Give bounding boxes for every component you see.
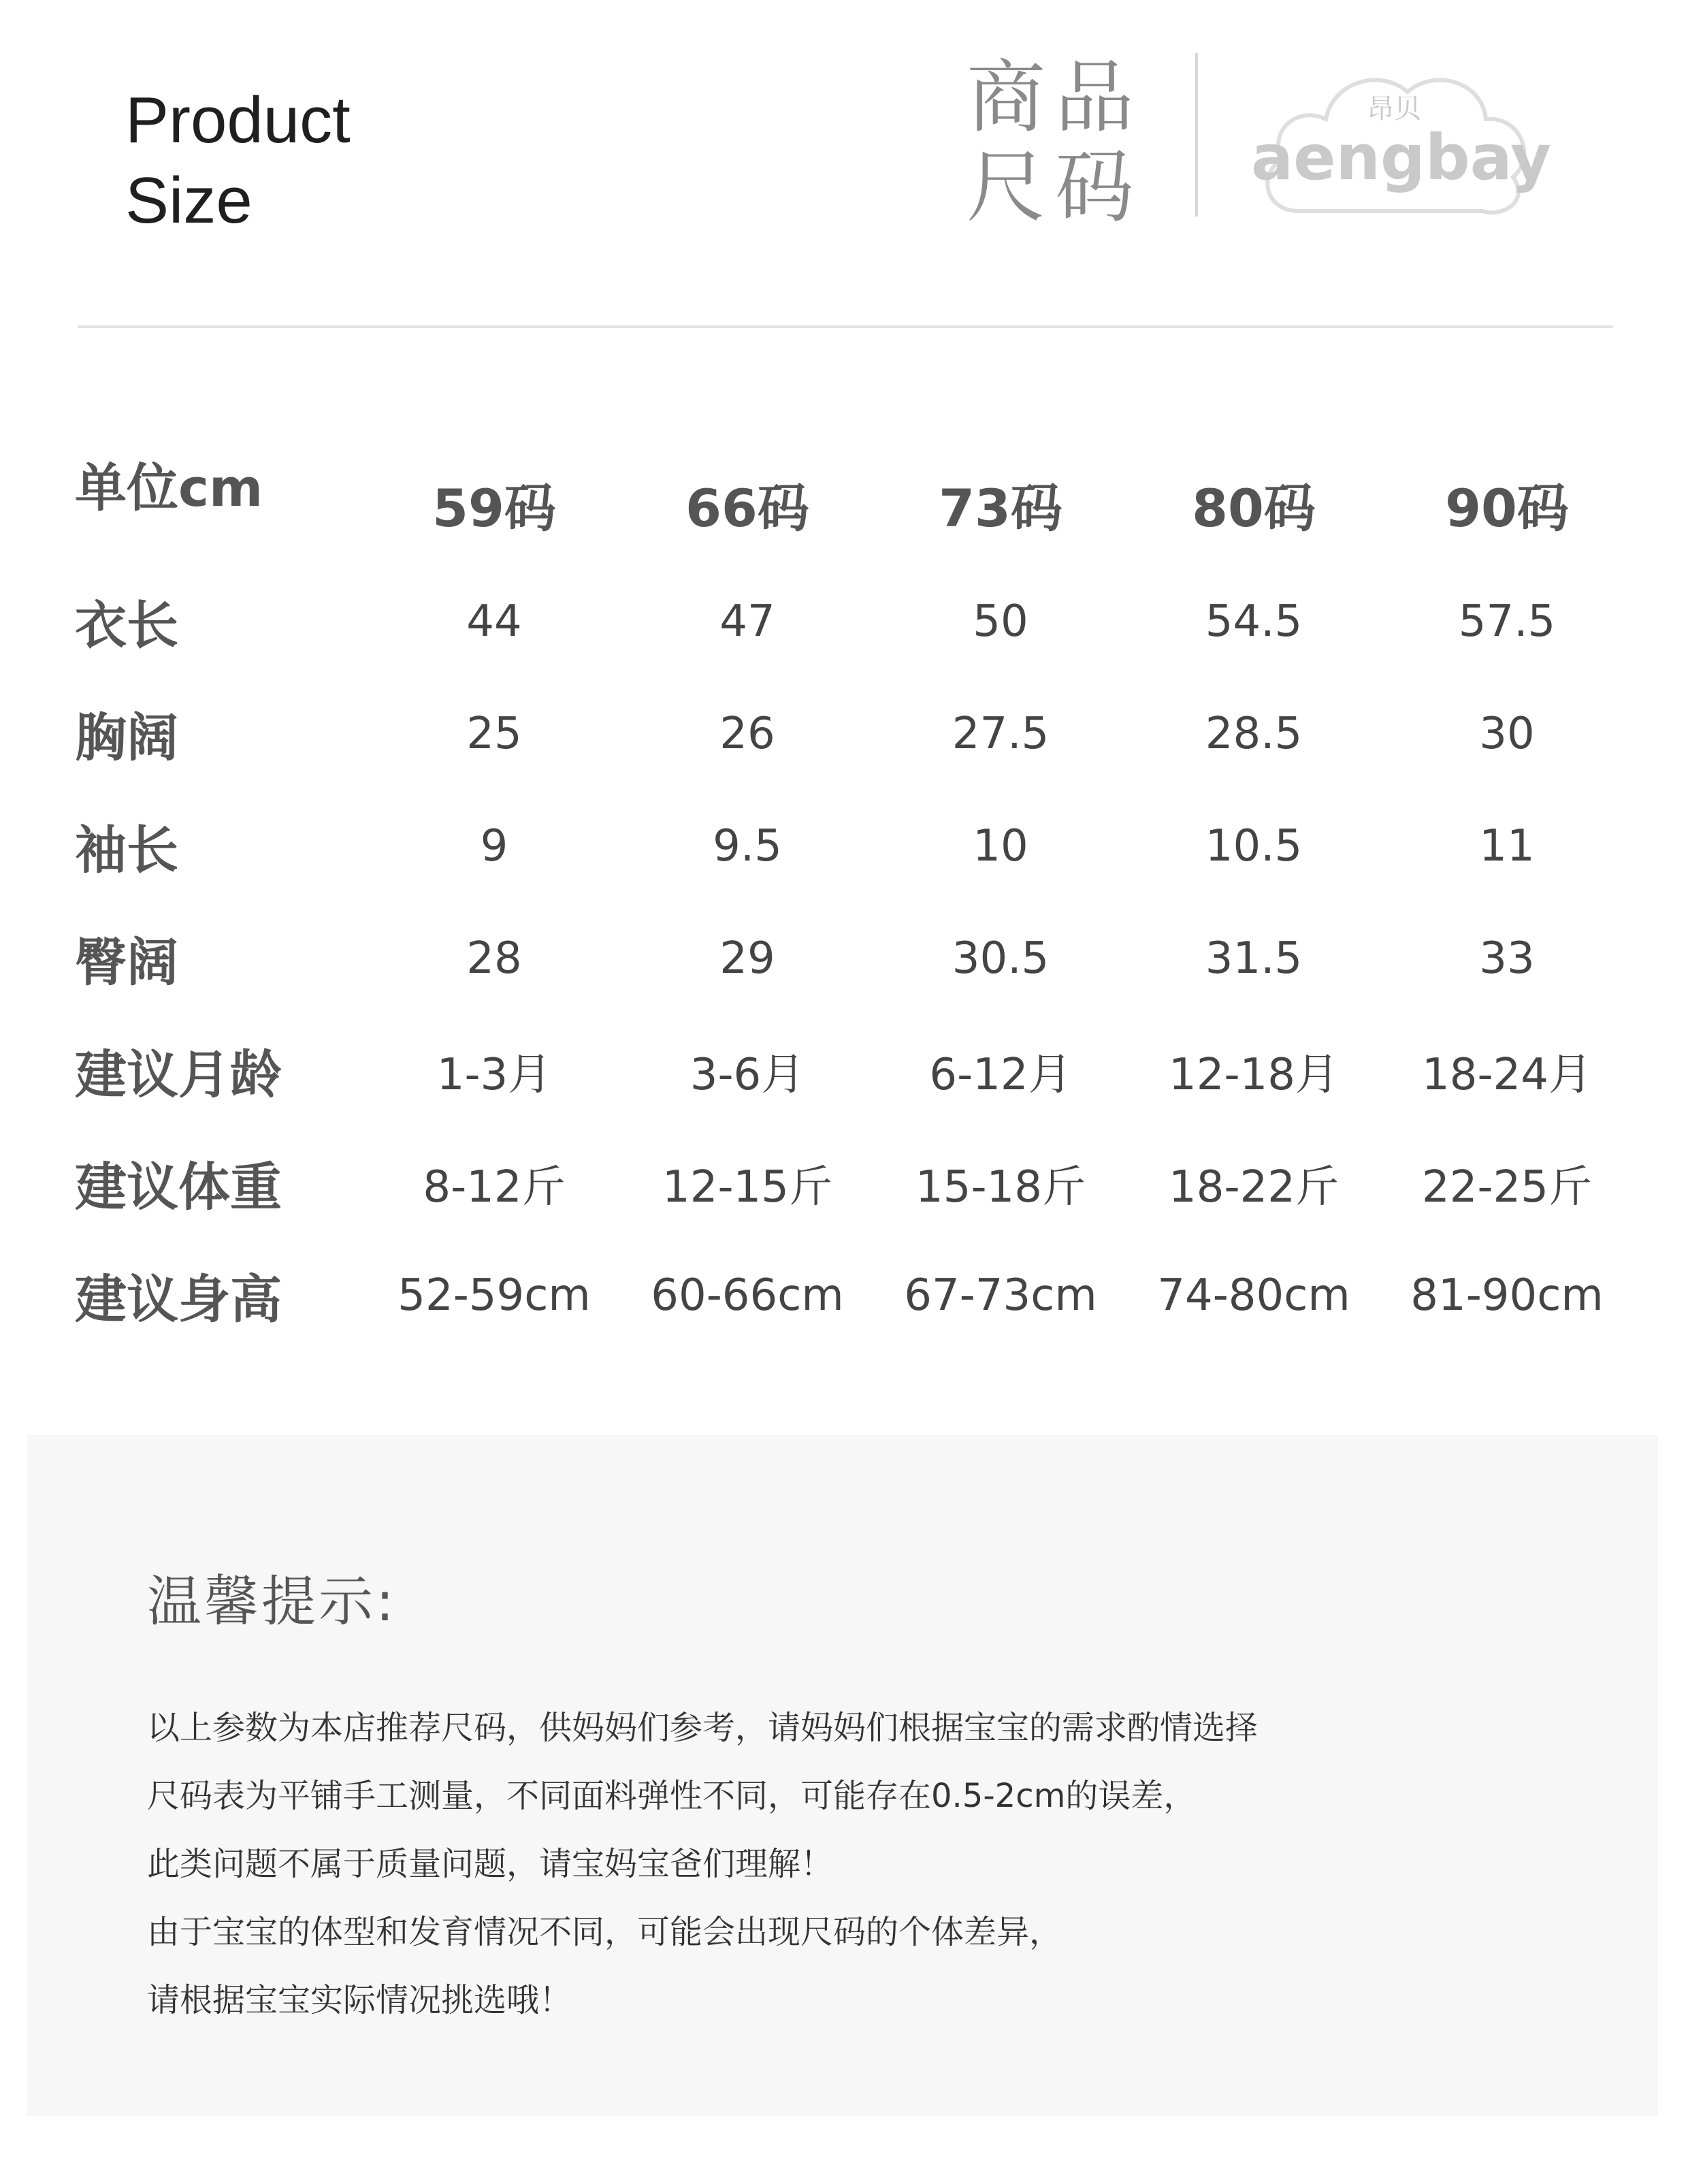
table-cell: 28.5 — [1205, 708, 1303, 759]
table-cell: 81-90cm — [1410, 1270, 1604, 1321]
row-label: 衣长 — [75, 595, 178, 656]
table-cell: 27.5 — [952, 708, 1050, 759]
table-cell: 18-24月 — [1422, 1049, 1592, 1100]
table-cell: 3-6月 — [689, 1049, 805, 1100]
table-cell: 29 — [719, 933, 775, 984]
row-label: 袖长 — [75, 820, 178, 880]
table-cell: 54.5 — [1205, 596, 1303, 647]
tips-line: 由于宝宝的体型和发育情况不同，可能会出现尺码的个体差异， — [147, 1913, 1062, 1951]
table-cell: 30 — [1479, 708, 1535, 759]
table-cell: 47 — [719, 596, 775, 647]
tips-panel — [27, 1435, 1658, 2116]
row-label: 建议体重 — [75, 1157, 282, 1217]
column-header: 73码 — [939, 477, 1062, 539]
column-header: 66码 — [685, 477, 809, 539]
table-row — [75, 677, 1634, 790]
table-cell: 30.5 — [952, 933, 1050, 984]
table-cell: 9 — [480, 820, 508, 871]
table-cell: 57.5 — [1458, 596, 1556, 647]
header-rule — [78, 325, 1613, 328]
row-label: 建议身高 — [75, 1269, 282, 1330]
table-row — [75, 565, 1634, 677]
table-cell: 11 — [1479, 820, 1535, 871]
tips-line: 此类问题不属于质量问题，请宝妈宝爸们理解！ — [147, 1845, 834, 1883]
table-cell: 9.5 — [713, 820, 782, 871]
table-cell: 22-25斤 — [1422, 1161, 1592, 1213]
table-cell: 15-18斤 — [915, 1161, 1086, 1213]
tips-title: 温馨提示: — [147, 1570, 397, 1633]
table-cell: 18-22斤 — [1169, 1161, 1339, 1213]
page-title-cn — [967, 53, 1143, 233]
table-cell: 67-73cm — [904, 1270, 1097, 1321]
table-cell: 6-12月 — [929, 1049, 1072, 1100]
table-cell: 8-12斤 — [423, 1161, 566, 1213]
table-cell: 10.5 — [1205, 820, 1303, 871]
table-header-row — [75, 422, 1634, 565]
column-header: 90码 — [1445, 477, 1569, 539]
table-cell: 28 — [466, 933, 522, 984]
table-cell: 60-66cm — [651, 1270, 844, 1321]
tips-line: 尺码表为平铺手工测量，不同面料弹性不同，可能存在0.5-2cm的误差， — [147, 1777, 1197, 1815]
table-cell: 31.5 — [1205, 933, 1303, 984]
table-cell: 52-59cm — [397, 1270, 591, 1321]
logo-text-cn: 昂贝 — [1367, 93, 1421, 125]
title-en-line1: Product — [125, 84, 351, 157]
table-row — [75, 1014, 1634, 1127]
row-label: 臀阔 — [75, 932, 178, 993]
tips-line: 请根据宝宝实际情况挑选哦！ — [147, 1981, 572, 2019]
table-cell: 25 — [466, 708, 522, 759]
column-header: 59码 — [432, 477, 556, 539]
title-en-line2: Size — [125, 164, 253, 237]
brand-logo — [1251, 54, 1551, 238]
table-cell: 50 — [973, 596, 1028, 647]
table-row — [75, 902, 1634, 1014]
row-label: 胸阔 — [75, 707, 178, 768]
column-header: 80码 — [1192, 477, 1316, 539]
title-cn-line1: 商品 — [967, 52, 1143, 144]
tips-line: 以上参数为本店推荐尺码，供妈妈们参考，请妈妈们根据宝宝的需求酌情选择 — [147, 1709, 1259, 1747]
row-label: 建议月龄 — [75, 1044, 282, 1105]
table-row — [75, 1127, 1634, 1239]
table-cell: 10 — [973, 820, 1028, 871]
table-cell: 1-3月 — [436, 1049, 552, 1100]
table-row — [75, 790, 1634, 902]
table-row — [75, 1239, 1634, 1351]
page-title-en — [125, 80, 351, 241]
unit-label: 单位cm — [75, 457, 263, 518]
header-divider — [1195, 53, 1198, 216]
table-cell: 12-18月 — [1169, 1049, 1339, 1100]
table-cell: 74-80cm — [1157, 1270, 1350, 1321]
table-cell: 12-15斤 — [662, 1161, 832, 1213]
table-cell: 44 — [466, 596, 522, 647]
table-cell: 33 — [1479, 933, 1535, 984]
table-cell: 26 — [719, 708, 775, 759]
size-table — [75, 422, 1634, 1351]
title-cn-line2: 尺码 — [967, 142, 1143, 234]
logo-text-en: aengbay — [1251, 121, 1551, 194]
tips-list — [147, 1694, 1258, 2034]
